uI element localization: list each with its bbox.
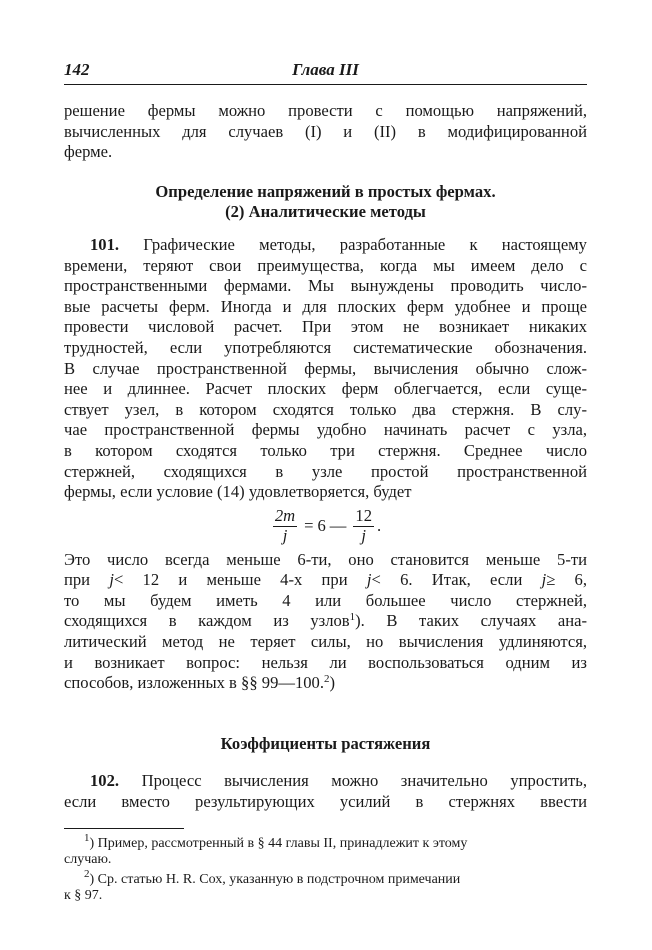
text-line: литический метод не теряет силы, но вычисления удлиняются, xyxy=(64,632,587,652)
paragraph-101 xyxy=(64,235,587,503)
footnote-1 xyxy=(64,831,587,869)
page-number: 142 xyxy=(64,60,90,79)
intro-paragraph xyxy=(64,101,587,163)
footnote-text: случаю. xyxy=(64,852,112,868)
minus-sign: — xyxy=(329,515,347,535)
text-line: вые расчеты ферм. Иногда и для плоских ферм удобнее и проще xyxy=(64,296,587,316)
fraction-denominator: j xyxy=(361,525,366,545)
text-line: в котором сходятся только три стержня. Среднее число xyxy=(64,440,587,460)
footnote-rule xyxy=(64,828,184,829)
text-line: Процесс вычисления можно значительно упростить, xyxy=(141,771,587,791)
text-line: то мы будем иметь 4 или большее число стержней, xyxy=(64,590,587,610)
text-line-inequalities xyxy=(64,570,587,591)
text-run: при xyxy=(64,570,91,590)
fraction-numerator xyxy=(273,507,297,527)
variable-j: j xyxy=(109,570,114,590)
fraction-rhs xyxy=(353,507,374,545)
footnote-text: к § 97. xyxy=(64,888,103,904)
text-line-with-footnote xyxy=(64,611,587,632)
section-heading-1 xyxy=(64,182,587,223)
footnote-text: ) Ср. статью Н. R. Сох, указанную в подстрочном примечании xyxy=(89,871,461,887)
text-line: В случае пространственной фермы, вычисления обычно слож- xyxy=(64,358,587,378)
book-page xyxy=(64,58,587,905)
text-line: Это число всегда меньше 6-ти, оно становится меньше 5-ти xyxy=(64,549,587,569)
text-line: времени, теряют свои преимущества, когда мы имеем дело с xyxy=(64,255,587,275)
text-line: вычисленных для случаев (I) и (II) в модифицированной xyxy=(64,121,587,141)
text-line: стержней, сходящихся в узле простой пространственной xyxy=(64,461,587,481)
text-line: ферме. xyxy=(64,142,113,162)
formula-period: . xyxy=(376,515,382,535)
text-line: и возникает вопрос: нельзя ли воспользоваться одним из xyxy=(64,652,587,672)
footnote-mark: 2 xyxy=(84,867,90,880)
text-line: провести числовой расчет. При этом не возникает никаких xyxy=(64,317,587,337)
formula xyxy=(64,504,587,548)
numerator-text: 2m xyxy=(274,505,296,525)
text-line: решение фермы можно провести с помощью напряжений, xyxy=(64,101,587,120)
constant-six: 6 xyxy=(317,515,326,535)
text-run: ). В таких случаях ана- xyxy=(355,611,587,631)
running-head xyxy=(64,58,587,84)
section-subtitle-line: (2) Аналитические методы xyxy=(225,202,426,222)
text-line: чае пространственной фермы удобно начинать расчет с узла, xyxy=(64,420,587,440)
chapter-title: Глава III xyxy=(292,60,359,79)
section-heading-2: Коэффициенты растяжения xyxy=(220,733,431,753)
fraction-denominator: j xyxy=(282,525,288,545)
paragraph-number: 101. xyxy=(90,234,120,254)
footnote-2 xyxy=(64,867,587,905)
footnote-text: ) Пример, рассмотренный в § 44 главы II, принадлежит к этому xyxy=(89,835,468,851)
equals-sign: = xyxy=(304,515,314,535)
footnote-mark: 1 xyxy=(84,831,90,844)
footnote-ref-2: 2 xyxy=(324,673,330,686)
header-rule xyxy=(64,84,587,85)
section-title-line: Определение напряжений в простых фермах. xyxy=(155,181,496,201)
text-line: если вместо результирующих усилий в стержнях ввести xyxy=(64,792,587,812)
text-line: Графические методы, разработанные к настоящему xyxy=(143,234,587,254)
text-run: сходящихся в каждом из узлов xyxy=(64,611,350,631)
paragraph-number: 102. xyxy=(90,771,120,791)
text-line: пространственными фермами. Мы вынуждены проводить число- xyxy=(64,276,587,296)
fraction-numerator: 12 xyxy=(355,505,372,525)
paragraph-102 xyxy=(64,771,587,812)
text-line: фермы, если условие (14) удовлетворяется, будет xyxy=(64,482,412,502)
footnote-ref-1: 1 xyxy=(349,611,356,624)
text-line: ствует узел, в котором сходятся только два стержня. В слу- xyxy=(64,399,587,419)
paragraph-after-formula xyxy=(64,550,587,694)
text-run: < 6. Итак, если xyxy=(371,570,523,590)
variable-j: j xyxy=(366,570,372,590)
text-run: < 12 и меньше 4-х при xyxy=(113,570,348,590)
text-run: ) xyxy=(329,673,336,693)
text-line: нее и длиннее. Расчет плоских ферм облегчается, если суще- xyxy=(64,379,587,399)
text-line: трудностей, если употребляются систематические обозначения. xyxy=(64,337,587,357)
text-run: способов, изложенных в §§ 99—100. xyxy=(64,673,325,693)
text-run: ≥ 6, xyxy=(546,570,587,590)
variable-j: j xyxy=(541,570,547,590)
text-line-with-footnote xyxy=(64,673,587,694)
fraction-lhs xyxy=(273,507,297,545)
